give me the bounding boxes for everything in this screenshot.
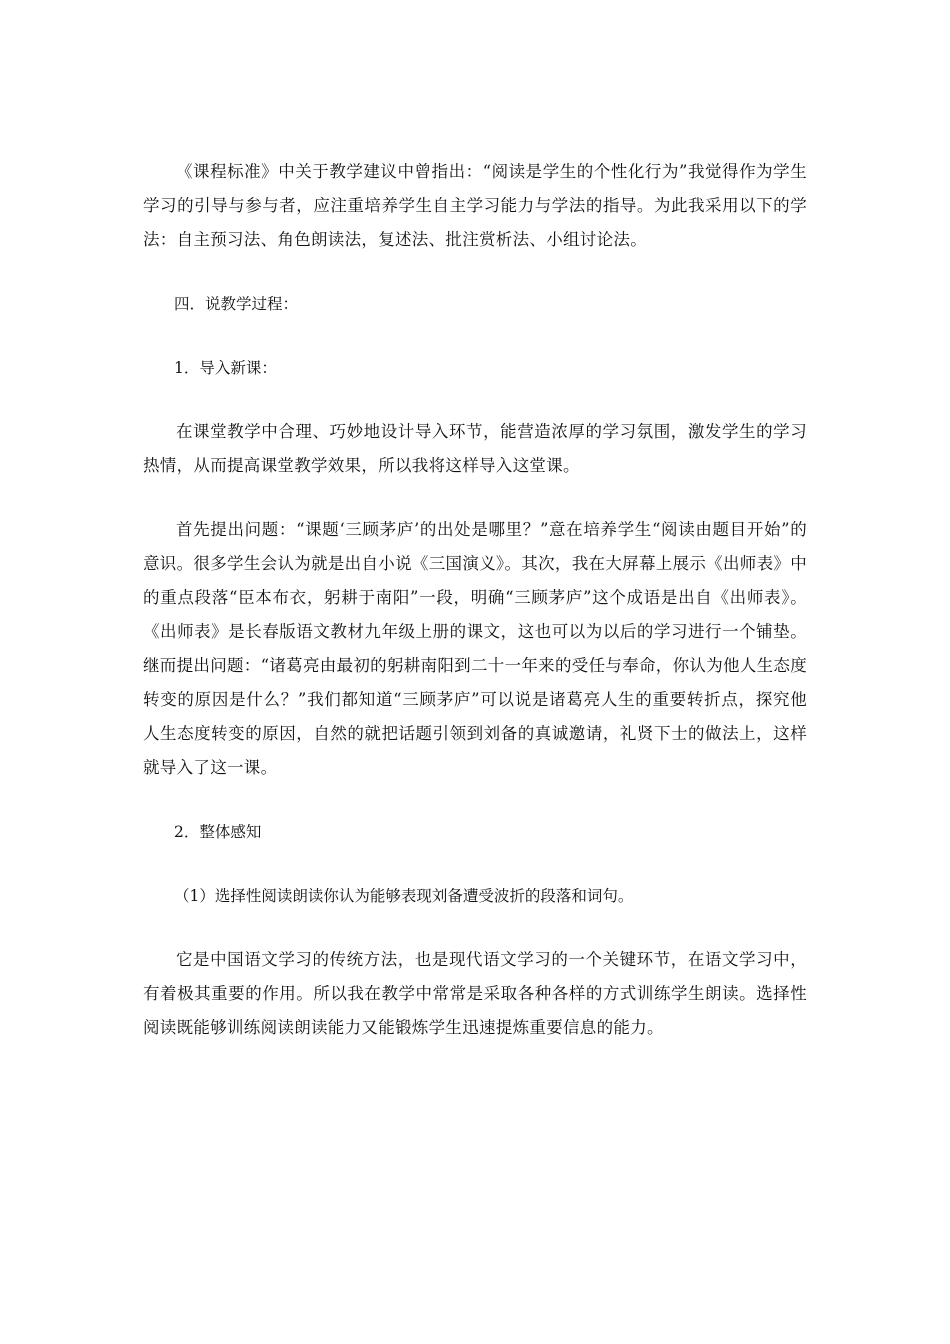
subheading-selective-reading: （1）选择性阅读朗读你认为能够表现刘备遭受波折的段落和词句。 bbox=[174, 887, 634, 905]
subheading-overall-perception: 2．整体感知 bbox=[174, 823, 262, 841]
subheading-introduction: 1．导入新课： bbox=[174, 359, 277, 377]
paragraph-introduction-purpose: 在课堂教学中合理、巧妙地设计导入环节，能营造浓厚的学习氛围，激发学生的学习热情，从而提高课堂教学效果，所以我将这样导入这堂课。 bbox=[143, 422, 807, 475]
document-body bbox=[143, 155, 807, 1045]
paragraph-introduction-questions: 首先提出问题：“课题‘三顾茅庐’的出处是哪里？”意在培养学生“阅读由题目开始”的意识。很多学生会认为就是出自小说《三国演义》。其次，我在大屏幕上展示《出师表》中的重点段落“臣本布衣，躬耕于南阳”一段，明确“三顾茅庐”这个成语是出自《出师表》。《出师表》是长春版语文教材九年级上册的课文，这也可以为以后的学习进行一个铺垫。继而提出问题：“诸葛亮由最初的躬耕南阳到二十一年来的受任与奉命，你认为他人生态度转变的原因是什么？”我们都知道“三顾茅庐”可以说是诸葛亮人生的重要转折点，探究他人生态度转变的原因，自然的就把话题引领到刘备的真诚邀请，礼贤下士的做法上，这样就导入了这一课。 bbox=[143, 520, 807, 777]
paragraph-reading-importance: 它是中国语文学习的传统方法，也是现代语文学习的一个关键环节，在语文学习中，有着极其重要的作用。所以我在教学中常常是采取各种各样的方式训练学生朗读。选择性阅读既能够训练阅读朗读能力又能锻炼学生迅速提炼重要信息的能力。 bbox=[143, 950, 807, 1037]
section-heading-teaching-process: 四．说教学过程： bbox=[174, 295, 299, 313]
paragraph-study-methods: 《课程标准》中关于教学建议中曾指出：“阅读是学生的个性化行为”我觉得作为学生学习的引导与参与者，应注重培养学生自主学习能力与学法的指导。为此我采用以下的学法：自主预习法、角色朗读法，复述法、批注赏析法、小组讨论法。 bbox=[143, 162, 807, 249]
